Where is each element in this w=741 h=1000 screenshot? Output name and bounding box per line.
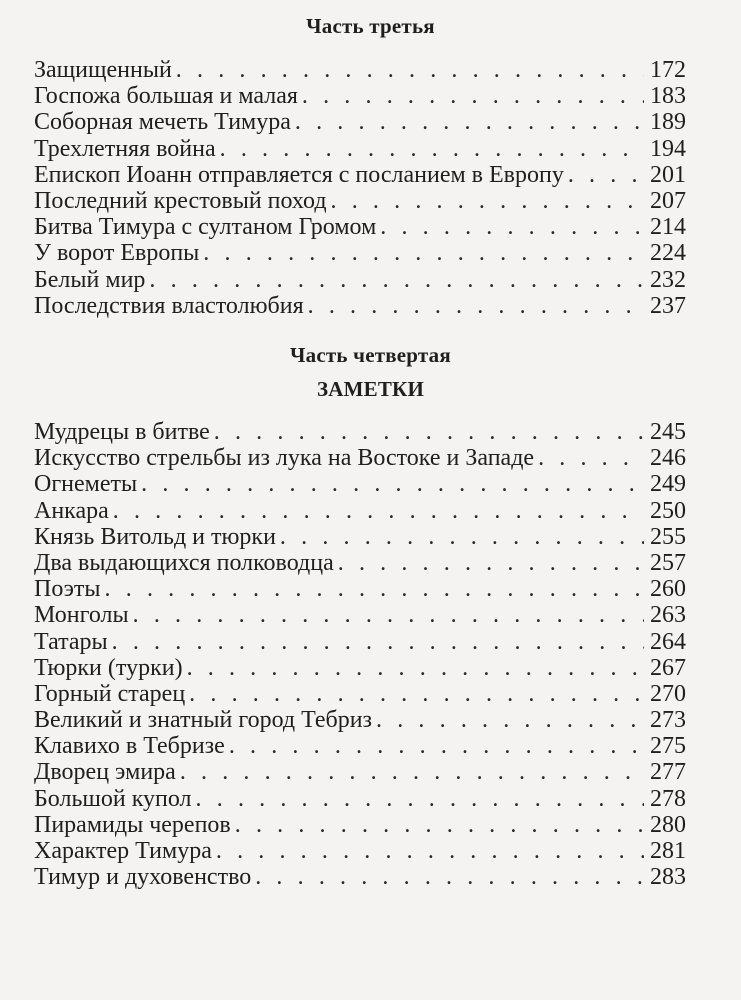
toc-entry-title: Искусство стрельбы из лука на Востоке и Западе — [34, 445, 535, 472]
toc-entry-page-number: 232 — [650, 266, 686, 293]
toc-entry-title: У ворот Европы — [34, 240, 200, 267]
dot-leader — [216, 838, 644, 864]
toc-entry-page-number: 201 — [650, 161, 686, 188]
dot-leader — [187, 655, 644, 681]
toc-entry-page-number: 267 — [650, 654, 686, 681]
dot-leader — [302, 83, 644, 109]
toc-entry-title: Горный старец — [34, 680, 186, 707]
toc-entry-title: Трехлетняя война — [34, 135, 216, 162]
toc-entry-page-number: 224 — [650, 240, 686, 267]
dot-leader — [180, 759, 644, 785]
toc-entry-title: Два выдающихся полководца — [34, 549, 334, 576]
toc-entry — [34, 629, 686, 655]
toc-entry-page-number: 264 — [650, 628, 686, 655]
toc-entry — [34, 445, 686, 471]
dot-leader — [141, 471, 644, 497]
toc-entry — [34, 733, 686, 759]
toc-entry — [34, 759, 686, 785]
toc-entry-title: Татары — [34, 628, 108, 655]
toc-entry-page-number: 278 — [650, 785, 686, 812]
toc-entry-title: Тимур и духовенство — [34, 864, 252, 891]
dot-leader — [308, 293, 644, 319]
dot-leader — [376, 707, 644, 733]
toc-entry-page-number: 207 — [650, 187, 686, 214]
toc-part-three — [34, 57, 686, 319]
toc-entry-title: Тюрки (турки) — [34, 654, 183, 681]
toc-part-four — [34, 419, 686, 890]
toc-entry-page-number: 245 — [650, 419, 686, 445]
toc-entry — [34, 524, 686, 550]
dot-leader — [331, 188, 644, 214]
toc-entry — [34, 136, 686, 162]
toc-entry-page-number: 189 — [650, 109, 686, 136]
toc-entry-page-number: 183 — [650, 83, 686, 110]
dot-leader — [568, 162, 644, 188]
dot-leader — [220, 136, 644, 162]
dot-leader — [196, 786, 644, 812]
dot-leader — [538, 445, 644, 471]
toc-entry — [34, 576, 686, 602]
toc-entry — [34, 707, 686, 733]
toc-entry-page-number: 260 — [650, 576, 686, 603]
dot-leader — [189, 681, 644, 707]
toc-entry-title: Характер Тимура — [34, 838, 212, 864]
toc-entry-title: Защищенный — [34, 57, 172, 83]
toc-entry-title: Поэты — [34, 576, 101, 603]
toc-entry — [34, 419, 686, 445]
dot-leader — [295, 109, 644, 135]
toc-entry-title: Белый мир — [34, 266, 146, 293]
toc-entry-title: Соборная мечеть Тимура — [34, 109, 291, 136]
toc-entry-page-number: 246 — [650, 445, 686, 472]
toc-entry-title: Госпожа большая и малая — [34, 83, 298, 110]
toc-entry-title: Князь Витольд и тюрки — [34, 523, 276, 550]
dot-leader — [113, 498, 644, 524]
dot-leader — [133, 602, 644, 628]
toc-entry — [34, 812, 686, 838]
toc-entry — [34, 471, 686, 497]
toc-entry — [34, 498, 686, 524]
toc-entry — [34, 550, 686, 576]
toc-entry-title: Пирамиды черепов — [34, 811, 231, 838]
toc-entry-page-number: 270 — [650, 680, 686, 707]
toc-entry-title: Битва Тимура с султаном Громом — [34, 214, 377, 241]
toc-entry — [34, 240, 686, 266]
toc-entry-page-number: 237 — [650, 292, 686, 319]
toc-entry-title: Дворец эмира — [34, 759, 176, 786]
toc-entry — [34, 214, 686, 240]
dot-leader — [255, 864, 644, 890]
toc-entry-page-number: 281 — [650, 838, 686, 864]
dot-leader — [235, 812, 644, 838]
dot-leader — [214, 419, 644, 445]
toc-entry — [34, 655, 686, 681]
toc-entry — [34, 267, 686, 293]
dot-leader — [203, 240, 644, 266]
toc-entry — [34, 109, 686, 135]
part-three-heading: Часть третья — [306, 14, 435, 38]
toc-entry-page-number: 172 — [650, 57, 686, 83]
dot-leader — [229, 733, 644, 759]
toc-entry — [34, 293, 686, 319]
toc-entry — [34, 838, 686, 864]
toc-entry — [34, 864, 686, 890]
toc-entry-page-number: 273 — [650, 707, 686, 734]
dot-leader — [380, 214, 644, 240]
toc-entry-title: Большой купол — [34, 785, 192, 812]
toc-entry — [34, 83, 686, 109]
toc-entry-title: Огнеметы — [34, 471, 138, 498]
toc-entry-title: Последствия властолюбия — [34, 292, 304, 319]
toc-entry-title: Последний крестовый поход — [34, 187, 327, 214]
toc-entry-page-number: 255 — [650, 523, 686, 550]
toc-entry-page-number: 257 — [650, 549, 686, 576]
toc-entry — [34, 57, 686, 83]
toc-entry-title: Мудрецы в битве — [34, 419, 210, 445]
toc-entry-title: Монголы — [34, 602, 129, 629]
dot-leader — [338, 550, 644, 576]
toc-entry-page-number: 283 — [650, 864, 686, 891]
toc-entry — [34, 681, 686, 707]
toc-entry — [34, 786, 686, 812]
toc-entry — [34, 188, 686, 214]
toc-entry-title: Клавихо в Тебризе — [34, 733, 225, 760]
toc-entry-page-number: 275 — [650, 733, 686, 760]
dot-leader — [280, 524, 644, 550]
toc-entry-title: Великий и знатный город Тебриз — [34, 707, 373, 734]
part-four-heading: Часть четвертая — [290, 343, 451, 367]
dot-leader — [112, 629, 644, 655]
notes-heading: ЗАМЕТКИ — [316, 377, 425, 401]
toc-entry — [34, 602, 686, 628]
toc-entry-page-number: 263 — [650, 602, 686, 629]
toc-entry-page-number: 250 — [650, 497, 686, 524]
toc-entry-title: Епископ Иоанн отправляется с посланием в Европу — [34, 161, 564, 188]
toc-entry — [34, 162, 686, 188]
dot-leader — [149, 267, 644, 293]
toc-entry-page-number: 194 — [650, 135, 686, 162]
dot-leader — [105, 576, 644, 602]
toc-entry-page-number: 277 — [650, 759, 686, 786]
toc-entry-page-number: 280 — [650, 811, 686, 838]
toc-entry-page-number: 214 — [650, 214, 686, 241]
toc-entry-page-number: 249 — [650, 471, 686, 498]
toc-entry-title: Анкара — [34, 497, 109, 524]
dot-leader — [176, 57, 644, 83]
